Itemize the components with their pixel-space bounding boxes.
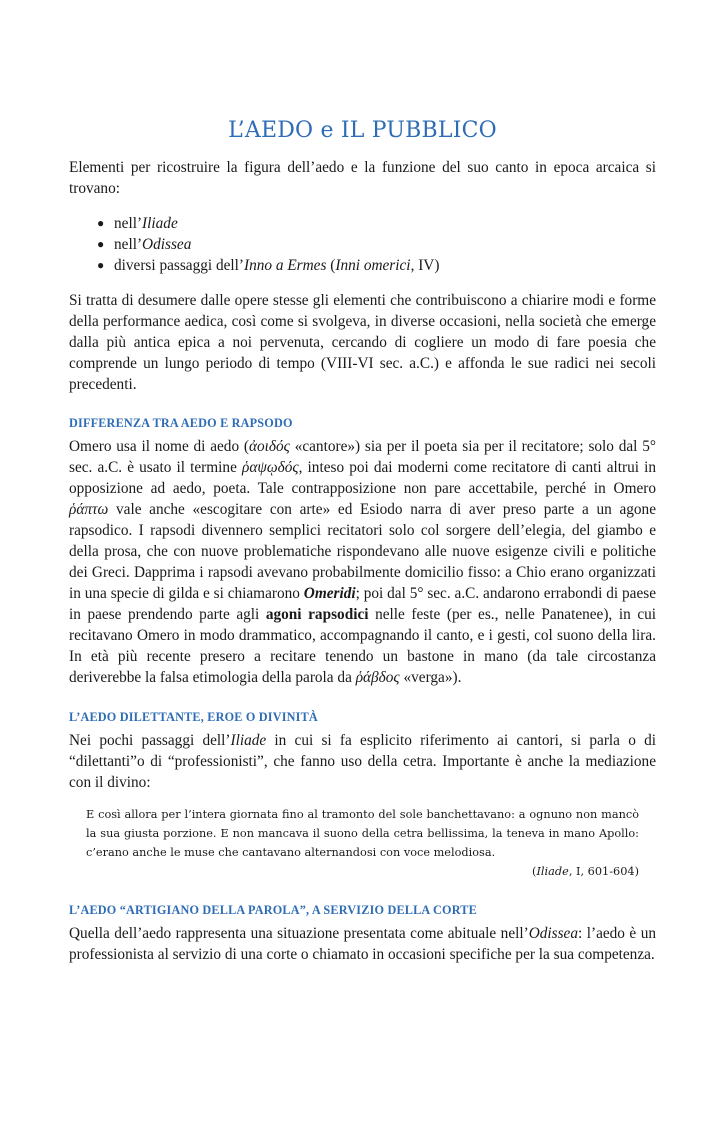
document-page [0, 118, 725, 1142]
section-paragraph: Nei pochi passaggi dell’Iliade in cui si fa esplicito riferimento ai cantori, si parla o di “dilettanti”o di “professionisti”, che fanno uso della cetra. Importante è anche la mediazione con il divino: [69, 732, 656, 791]
list-item: ● nell’Iliade [97, 215, 178, 232]
section-heading-dilettante: L’AEDO DILETTANTE, EROE O DIVINITÀ [69, 710, 318, 724]
quotation: E così allora per l’intera giornata fino al tramonto del sole banchettavano: a ognuno non mancò la sua giusta porzione. E non mancava il suono della cetra bellissima, la teneva in mano Apollo: c’erano anche le muse che cantavano alternandosi con voce melodiosa. [86, 808, 639, 859]
section-paragraph: Quella dell’aedo rappresenta una situazione presentata come abituale nell’Odissea: l’aedo è un professionista al servizio di una corte o chiamato in occasioni specifiche per la sua competenza. [69, 925, 656, 963]
quotation-citation: (Iliade, I, 601-604) [532, 865, 639, 878]
section-heading-artigiano: L’AEDO “ARTIGIANO DELLA PAROLA”, A SERVIZIO DELLA CORTE [69, 903, 477, 917]
bullet-icon: ● [97, 258, 105, 272]
intro-paragraph: Elementi per ricostruire la figura dell’aedo e la funzione del suo canto in epoca arcaica si trovano: [69, 159, 656, 197]
section-heading-differenza: DIFFERENZA TRA AEDO E RAPSODO [69, 416, 293, 430]
bullet-icon: ● [97, 237, 105, 251]
context-paragraph: Si tratta di desumere dalle opere stesse gli elementi che contribuiscono a chiarire modi e forme della performance aedica, così come si svolgeva, in diverse occasioni, nella società che emerge dalla più antica epica a noi pervenuta, cercando di cogliere un modo di fare poesia che comprende un lungo periodo di tempo (VIII-VI sec. a.C.) e affonda le sue radici nei secoli precedenti. [69, 292, 656, 393]
sources-list [69, 213, 656, 276]
list-item: ● diversi passaggi dell’Inno a Ermes (Inni omerici, IV) [97, 257, 440, 274]
list-item: ● nell’Odissea [97, 236, 192, 253]
section-paragraph: Omero usa il nome di aedo (ἀοιδός «cantore») sia per il poeta sia per il recitatore; solo dal 5° sec. a.C. è usato il termine ῥαψῳδός, inteso poi dai moderni come recitatore di canti altrui in opposizione ad aedo, poeta. Tale contrapposizione non pare accettabile, perché in Omero ῥάπτω vale anche «escogitare con arte» ed Esiodo narra di aver preso parte a un agone rapsodico. I rapsodi divennero semplici recitatori solo col sorgere dell’elegia, del giambo e della prosa, che con nuove problematiche rispondevano alle nuove esigenze civili e politiche dei Greci. Dapprima i rapsodi avevano probabilmente domicilio fisso: a Chio erano organizzati in una specie di gilda e si chiamarono Omeridi; poi dal 5° sec. a.C. andarono errabondi di paese in paese prendendo parte agli agoni rapsodici nelle feste (per es., nelle Panatenee), in cui recitavano Omero in modo drammatico, accompagnando il canto, e i gesti, col suono della lira. In età più recente presero a recitare tenendo un bastone in mano (da tale circostanza deriverebbe la falsa etimologia della parola da ῥάβδος «verga»). [69, 438, 657, 686]
bullet-icon: ● [97, 216, 105, 230]
page-title: L’AEDO e IL PUBBLICO [228, 118, 497, 143]
